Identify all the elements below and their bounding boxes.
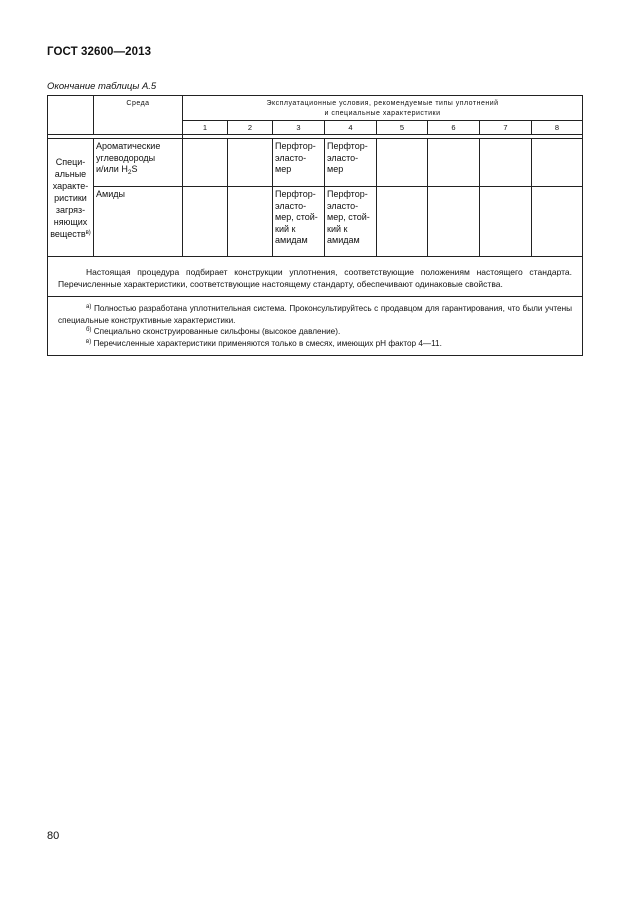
table-cell: [325, 187, 377, 257]
cell-line: Перфтор-: [275, 141, 316, 151]
footnote: [58, 338, 572, 350]
table-note-text: Настоящая процедура подбирает конструкции уплотнения, соответствующие положениям настоящего стандарта. Перечисленные характеристики, соответствующие настоящему стандарту, обеспечивают одинаковые свойства.: [58, 267, 573, 289]
page-number: 80: [47, 830, 60, 842]
cell-line: Перфтор-: [327, 189, 368, 199]
footnote-text: Полностью разработана уплотнительная система. Проконсультируйтесь с продавцом для гарантирования, что были учтены специальные конструктивные характеристики.: [58, 304, 573, 325]
table-cell: [428, 139, 480, 187]
table-caption: Окончание таблицы А.5: [47, 81, 157, 92]
table-cell: [228, 139, 273, 187]
row-group-label-line: няющих: [53, 216, 88, 227]
table-corner-cell: [48, 96, 94, 135]
group-header: [183, 96, 583, 121]
cell-line: мер, стой-: [275, 212, 318, 222]
cell-line: кий к: [275, 223, 296, 234]
footnote-marker: б): [86, 327, 92, 333]
cell-line: эласто-: [275, 200, 307, 211]
footnote-marker: в): [86, 338, 92, 345]
medium-cell: [94, 139, 183, 187]
table-footnotes: [48, 297, 583, 356]
table-cell: [532, 187, 583, 257]
footnote: [58, 303, 572, 326]
table-cell: [273, 139, 325, 187]
table-cell: [377, 139, 428, 187]
medium-line: и/или $H_2S$: [96, 164, 138, 176]
table-cell: [228, 187, 273, 257]
column-number: 8: [532, 121, 583, 135]
row-group-label: [48, 139, 94, 257]
table-cell: [428, 187, 480, 257]
footnote: [58, 326, 572, 338]
cell-line: эласто-: [327, 152, 359, 163]
column-number: 5: [377, 121, 428, 135]
cell-line: амидам: [327, 235, 360, 245]
column-number: 4: [325, 121, 377, 135]
table-cell: [273, 187, 325, 257]
footnote-marker: в): [85, 229, 91, 236]
cell-line: эласто-: [327, 200, 359, 211]
table-cell: [183, 187, 228, 257]
row-group-label-line: Специ-: [55, 156, 86, 167]
table-cell: [480, 139, 532, 187]
footnote-text: Специально сконструированные сильфоны (высокое давление).: [93, 327, 341, 336]
table-cell: [377, 187, 428, 257]
table-cell: [183, 139, 228, 187]
medium-line: Ароматические: [96, 141, 161, 151]
cell-line: Перфтор-: [275, 189, 316, 199]
row-group-label-line: веществ$^{в)}$: [50, 228, 91, 239]
table-note: [48, 257, 583, 297]
row-group-label-line: характе-: [52, 180, 89, 191]
footnote-text: Перечисленные характеристики применяются только в смесях, имеющих pH фактор 4—11.: [93, 338, 442, 348]
group-header-line-2: и специальные характеристики: [324, 110, 441, 117]
medium-line: Амиды: [96, 189, 125, 199]
group-header-line-1: Эксплуатационные условия, рекомендуемые типы уплотнений: [266, 100, 499, 107]
column-number: 1: [183, 121, 228, 135]
medium-cell: [94, 187, 183, 257]
column-number: 3: [273, 121, 325, 135]
cell-line: кий к: [327, 223, 348, 234]
cell-line: мер: [327, 164, 344, 174]
column-number: 7: [480, 121, 532, 135]
column-header-sreda: Среда: [94, 96, 183, 135]
column-number: 2: [228, 121, 273, 135]
table-cell: [480, 187, 532, 257]
column-number: 6: [428, 121, 480, 135]
row-group-label-line: ристики: [54, 192, 87, 203]
row-group-label-line: альные: [54, 168, 87, 179]
cell-line: амидам: [275, 235, 308, 245]
specifications-table: [47, 95, 583, 356]
document-header-title: ГОСТ 32600—2013: [47, 46, 152, 58]
cell-line: мер: [275, 164, 292, 174]
table-cell: [532, 139, 583, 187]
row-group-label-line: загряз-: [55, 204, 86, 215]
cell-line: Перфтор-: [327, 141, 368, 151]
medium-line: углеводороды: [96, 152, 156, 163]
footnote-marker: а): [86, 304, 92, 310]
table-cell: [325, 139, 377, 187]
cell-line: мер, стой-: [327, 212, 370, 222]
cell-line: эласто-: [275, 152, 307, 163]
